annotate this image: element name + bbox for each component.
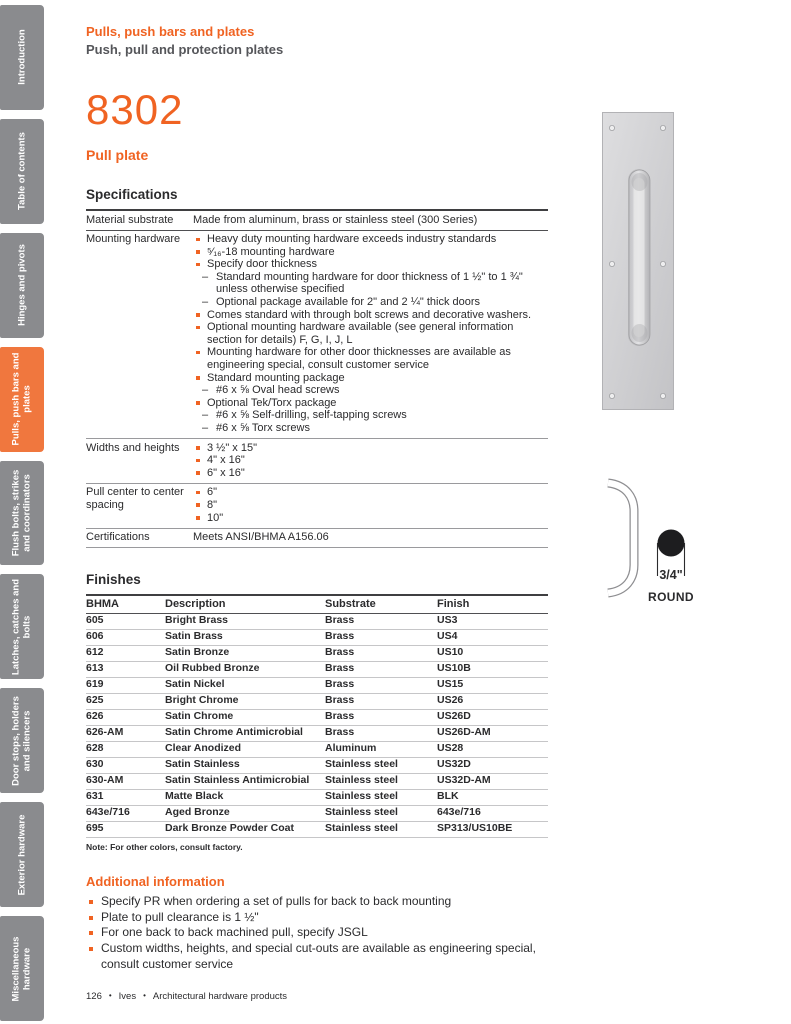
spec-bullet-item: [193, 321, 548, 346]
page-footer: [86, 991, 287, 1002]
pull-plate-product-photo: [602, 112, 674, 410]
finish-description-cell: Aged Bronze: [165, 806, 230, 819]
section-eyebrow: Pulls, push bars and plates: [86, 24, 255, 39]
finishes-row: [86, 630, 548, 646]
finish-substrate-cell: Brass: [325, 710, 355, 723]
finishes-row: [86, 758, 548, 774]
spec-bullet-text: 10": [207, 511, 224, 524]
spec-label: Material substrate: [86, 213, 174, 226]
finishes-column-header: BHMA: [86, 597, 119, 610]
additional-info-item: [86, 941, 571, 973]
spec-text: Made from aluminum, brass or stainless steel (300 Series): [193, 213, 478, 226]
spec-bullet-list: [193, 233, 548, 435]
spec-bullet-item: [193, 246, 548, 259]
finish-code-cell: US26D-AM: [437, 726, 491, 739]
additional-info-heading: Additional information: [86, 873, 225, 889]
spec-row: [86, 484, 548, 529]
finish-bhma-cell: 626: [86, 710, 104, 723]
sidebar-tab[interactable]: [0, 916, 44, 1021]
finish-description-cell: Satin Bronze: [165, 646, 230, 659]
spec-bullet-text: 8": [207, 498, 218, 511]
spec-row: [86, 231, 548, 440]
finish-code-cell: US15: [437, 678, 464, 691]
sidebar-tab-label: Exterior hardware: [16, 814, 28, 896]
additional-info-list: [86, 894, 571, 973]
page-subtitle: Push, pull and protection plates: [86, 42, 284, 57]
finish-bhma-cell: 630: [86, 758, 104, 771]
spec-bullet-text: 3 ½" x 15": [207, 441, 258, 454]
finish-description-cell: Satin Nickel: [165, 678, 225, 691]
finish-code-cell: BLK: [437, 790, 459, 803]
pull-handle: [628, 169, 650, 346]
finish-bhma-cell: 605: [86, 614, 104, 627]
finish-substrate-cell: Stainless steel: [325, 758, 398, 771]
spec-value: [193, 486, 548, 524]
spec-bullet-list: [193, 486, 548, 524]
sidebar-tab[interactable]: [0, 5, 44, 110]
finish-description-cell: Dark Bronze Powder Coat: [165, 822, 294, 835]
spec-label: Widths and heights: [86, 441, 180, 454]
product-number: 8302: [86, 86, 184, 133]
spec-row: [86, 529, 548, 549]
diameter-dimension-label: 3/4": [659, 568, 683, 582]
additional-info-item: [86, 925, 571, 941]
sidebar-tab-label: Hinges and pivots: [16, 244, 28, 327]
sidebar-tab-label: Introduction: [16, 29, 28, 86]
product-name: Pull plate: [86, 147, 149, 163]
spec-bullet-text: Standard mounting hardware for door thickness of 1 ½" to 1 ¾" unless otherwise specified: [216, 270, 523, 296]
spec-label: Mounting hardware: [86, 233, 181, 246]
finish-description-cell: Satin Brass: [165, 630, 223, 643]
additional-info-text: Custom widths, heights, and special cut-outs are available as engineering special, consult customer service: [101, 941, 536, 971]
spec-bullet-text: #6 x ⅝ Self-drilling, self-tapping screws: [216, 409, 407, 422]
finish-substrate-cell: Brass: [325, 646, 355, 659]
spec-bullet-item: [193, 486, 548, 499]
finish-bhma-cell: 619: [86, 678, 104, 691]
spec-bullet-text: Specify door thickness: [207, 258, 318, 271]
finish-code-cell: US26D: [437, 710, 471, 723]
sidebar-tab[interactable]: [0, 461, 44, 566]
finish-description-cell: Satin Chrome Antimicrobial: [165, 726, 303, 739]
spec-bullet-text: #6 x ⅝ Oval head screws: [216, 384, 340, 397]
spec-value: [193, 233, 548, 435]
spec-text: Meets ANSI/BHMA A156.06: [193, 531, 329, 544]
finishes-column-header: Description: [165, 597, 226, 610]
main-content: [86, 24, 554, 973]
finish-substrate-cell: Stainless steel: [325, 790, 398, 803]
finishes-table: [86, 594, 548, 838]
finishes-row: [86, 646, 548, 662]
sidebar-tab[interactable]: [0, 802, 44, 907]
finishes-row: [86, 822, 548, 838]
spec-bullet-item: [193, 372, 548, 385]
finish-bhma-cell: 628: [86, 742, 104, 755]
spec-bullet-text: #6 x ⅝ Torx screws: [216, 422, 310, 434]
additional-info-item: [86, 910, 571, 926]
sidebar-tab[interactable]: [0, 688, 44, 793]
finish-code-cell: SP313/US10BE: [437, 822, 513, 835]
spec-bullet-text: Optional mounting hardware available (see general information section for details) F, G, I, J, L: [207, 321, 514, 346]
finish-code-cell: US10B: [437, 662, 471, 675]
catalog-title: Architectural hardware products: [152, 991, 288, 1002]
spec-bullet-text: Optional package available for 2" and 2 ¼" thick doors: [216, 296, 481, 309]
finish-substrate-cell: Brass: [325, 614, 355, 627]
finish-bhma-cell: 606: [86, 630, 104, 643]
spec-bullet-item: [193, 271, 548, 296]
finish-bhma-cell: 613: [86, 662, 104, 675]
finishes-heading: Finishes: [86, 572, 141, 588]
spec-bullet-item: [193, 296, 548, 309]
finish-substrate-cell: Brass: [325, 678, 355, 691]
finishes-header-row: [86, 594, 548, 614]
finish-description-cell: Clear Anodized: [165, 742, 242, 755]
finish-substrate-cell: Brass: [325, 662, 355, 675]
spec-bullet-item: [193, 422, 548, 435]
spec-bullet-item: [193, 454, 548, 467]
spec-bullet-text: 4" x 16": [207, 454, 245, 467]
spec-row: [86, 439, 548, 484]
round-shape-label: ROUND: [648, 590, 694, 604]
finish-substrate-cell: Brass: [325, 630, 355, 643]
finish-bhma-cell: 625: [86, 694, 104, 707]
finish-code-cell: US28: [437, 742, 464, 755]
finish-bhma-cell: 643e/716: [86, 806, 130, 819]
spec-value: [193, 214, 548, 227]
page-number: 126: [86, 991, 102, 1002]
finish-description-cell: Bright Chrome: [165, 694, 239, 707]
footer-separator: •: [143, 991, 146, 1000]
finish-description-cell: Satin Stainless: [165, 758, 240, 771]
spec-bullet-item: [193, 467, 548, 480]
spec-bullet-text: Heavy duty mounting hardware exceeds industry standards: [207, 233, 497, 246]
finishes-row: [86, 678, 548, 694]
spec-bullet-text: 6" x 16": [207, 466, 245, 479]
spec-bullet-text: ⁵⁄₁₆-18 mounting hardware: [207, 245, 335, 258]
spec-label: Certifications: [86, 531, 150, 544]
finish-description-cell: Oil Rubbed Bronze: [165, 662, 260, 675]
sidebar-tab-label: Door stops, holders and silencers: [10, 695, 33, 786]
finish-description-cell: Satin Chrome: [165, 710, 234, 723]
finish-bhma-cell: 695: [86, 822, 104, 835]
finish-bhma-cell: 630-AM: [86, 774, 124, 787]
finishes-row: [86, 662, 548, 678]
pull-side-profile-drawing: [601, 477, 645, 599]
spec-bullet-item: [193, 512, 548, 525]
sidebar-tab-label: Pulls, push bars and plates: [10, 352, 33, 446]
spec-bullet-item: [193, 499, 548, 512]
finish-code-cell: US26: [437, 694, 464, 707]
specifications-heading: Specifications: [86, 187, 178, 202]
finishes-note: Note: For other colors, consult factory.: [86, 841, 243, 852]
finish-code-cell: 643e/716: [437, 806, 481, 819]
finish-description-cell: Satin Stainless Antimicrobial: [165, 774, 310, 787]
finishes-row: [86, 806, 548, 822]
spec-bullet-text: Mounting hardware for other door thicknesses are available as engineering special, consult customer service: [207, 346, 511, 372]
spec-bullet-list: [193, 442, 548, 480]
spec-bullet-item: [193, 442, 548, 455]
spec-label: Pull center to center spacing: [86, 486, 184, 511]
finish-code-cell: US4: [437, 630, 458, 643]
spec-value: [193, 442, 548, 480]
spec-bullet-item: [193, 309, 548, 322]
finish-substrate-cell: Stainless steel: [325, 822, 398, 835]
spec-bullet-text: Standard mounting package: [207, 371, 345, 384]
sidebar-tab-label: Table of contents: [16, 132, 28, 211]
finish-code-cell: US32D-AM: [437, 774, 491, 787]
sidebar-tab-label: Flush bolts, strikes and coordinators: [10, 469, 33, 557]
spec-bullet-item: [193, 346, 548, 371]
finishes-row: [86, 694, 548, 710]
spec-bullet-item: [193, 258, 548, 271]
spec-bullet-item: [193, 397, 548, 410]
specifications-table: [86, 209, 548, 548]
spec-bullet-text: Comes standard with through bolt screws and decorative washers.: [207, 308, 532, 321]
finishes-column-header: Substrate: [325, 597, 376, 610]
spec-row: [86, 211, 548, 231]
additional-info-item: [86, 894, 571, 910]
spec-bullet-item: [193, 384, 548, 397]
finish-substrate-cell: Brass: [325, 726, 355, 739]
finishes-row: [86, 710, 548, 726]
finish-code-cell: US32D: [437, 758, 471, 771]
spec-bullet-text: Optional Tek/Torx package: [207, 396, 337, 409]
spec-value: [193, 531, 548, 544]
finish-bhma-cell: 612: [86, 646, 104, 659]
finishes-column-header: Finish: [437, 597, 470, 610]
sidebar-tab[interactable]: [0, 347, 44, 452]
finish-code-cell: US10: [437, 646, 464, 659]
finish-description-cell: Matte Black: [165, 790, 224, 803]
section-tab-sidebar: [0, 5, 44, 1021]
spec-bullet-item: [193, 233, 548, 246]
sidebar-tab-label: Latches, catches and bolts: [10, 578, 33, 675]
finishes-body: [86, 614, 548, 838]
finish-bhma-cell: 626-AM: [86, 726, 124, 739]
sidebar-tab[interactable]: [0, 574, 44, 679]
finish-substrate-cell: Stainless steel: [325, 774, 398, 787]
additional-info-text: Plate to pull clearance is 1 ½": [101, 909, 259, 924]
sidebar-tab[interactable]: [0, 119, 44, 224]
sidebar-tab-label: Miscellaneous hardware: [10, 936, 33, 1002]
additional-info-text: For one back to back machined pull, specify JSGL: [101, 925, 368, 940]
finish-description-cell: Bright Brass: [165, 614, 229, 627]
brand-name: Ives: [118, 991, 137, 1002]
finishes-row: [86, 614, 548, 630]
sidebar-tab[interactable]: [0, 233, 44, 338]
finish-bhma-cell: 631: [86, 790, 104, 803]
spec-bullet-text: 6": [207, 486, 218, 499]
finishes-row: [86, 742, 548, 758]
finish-substrate-cell: Stainless steel: [325, 806, 398, 819]
finish-code-cell: US3: [437, 614, 458, 627]
spec-bullet-item: [193, 409, 548, 422]
round-section-circle: [658, 530, 685, 557]
finish-substrate-cell: Aluminum: [325, 742, 377, 755]
finishes-row: [86, 726, 548, 742]
footer-separator: •: [108, 991, 112, 1000]
finishes-row: [86, 790, 548, 806]
additional-info-text: Specify PR when ordering a set of pulls for back to back mounting: [101, 893, 452, 908]
finishes-row: [86, 774, 548, 790]
finish-substrate-cell: Brass: [325, 694, 355, 707]
